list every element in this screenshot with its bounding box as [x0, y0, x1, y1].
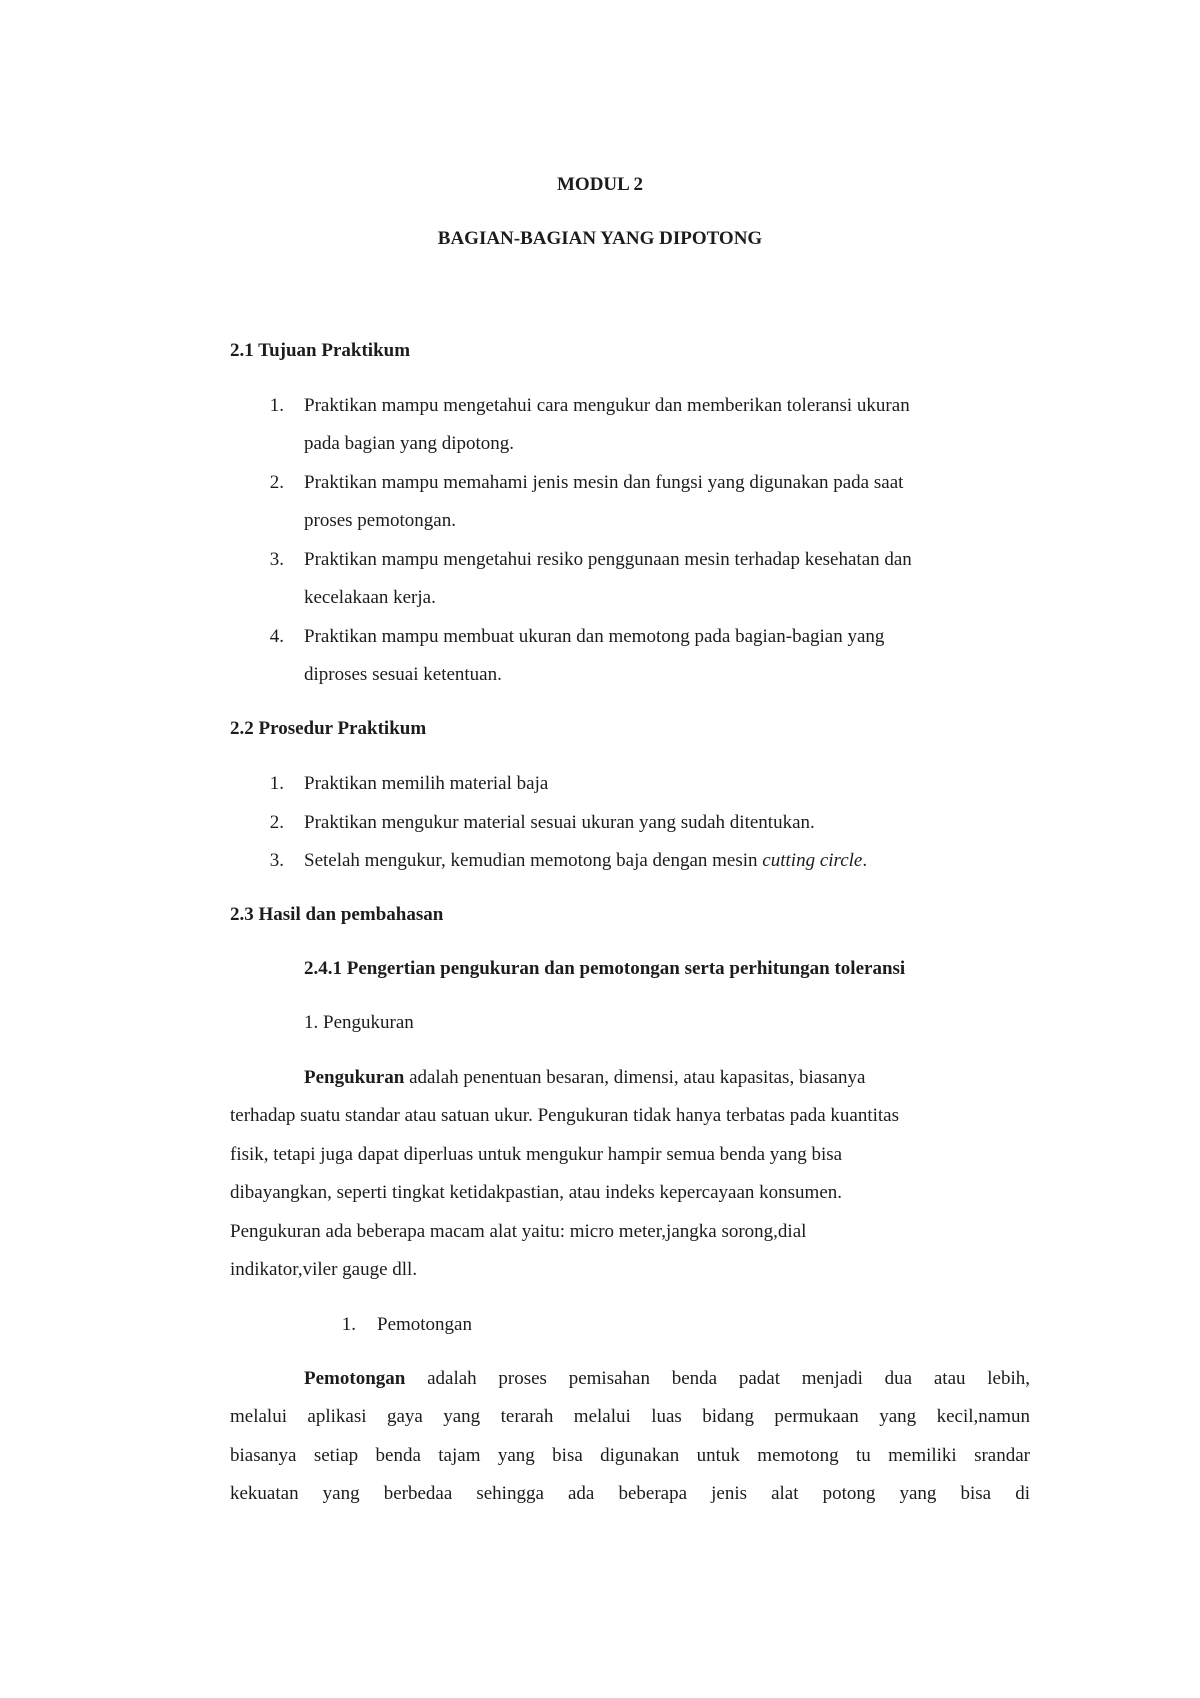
paragraph-line: terhadap suatu standar atau satuan ukur. Pengukuran tidak hanya terbatas pada kuantitas	[230, 1105, 899, 1126]
list-item-text: Praktikan mengukur material sesuai ukuran yang sudah ditentukan.	[304, 812, 815, 833]
section-heading-tujuan: 2.1 Tujuan Praktikum	[230, 340, 411, 361]
list-item-text: Praktikan mampu membuat ukuran dan memotong pada bagian-bagian yang	[304, 626, 885, 647]
paragraph-line: melalui aplikasi gaya yang terarah melalui luas bidang permukaan yang kecil,namun	[230, 1406, 1030, 1427]
list-number: 1.	[269, 395, 284, 416]
paragraph-line: kekuatan yang berbedaa sehingga ada beberapa jenis alat potong yang bisa di	[230, 1483, 1030, 1504]
paragraph-line	[304, 1066, 865, 1090]
page-subtitle: BAGIAN-BAGIAN YANG DIPOTONG	[437, 228, 763, 249]
paragraph-line: fisik, tetapi juga dapat diperluas untuk mengukur hampir semua benda yang bisa	[230, 1144, 843, 1165]
paragraph-line: indikator,viler gauge dll.	[230, 1259, 418, 1280]
list-number: 1.	[341, 1314, 356, 1335]
pemotongan-label: Pemotongan	[377, 1314, 472, 1335]
list-item-text: Praktikan mampu memahami jenis mesin dan fungsi yang digunakan pada saat	[304, 472, 904, 493]
list-item-text: Praktikan mampu mengetahui resiko penggunaan mesin terhadap kesehatan dan	[304, 549, 912, 570]
section-heading-hasil: 2.3 Hasil dan pembahasan	[230, 904, 444, 925]
list-number: 3.	[269, 850, 284, 871]
list-item-text: Praktikan mampu mengetahui cara mengukur dan memberikan toleransi ukuran	[304, 395, 910, 416]
paragraph-line	[304, 1367, 1030, 1391]
list-item-text: pada bagian yang dipotong.	[304, 433, 515, 454]
paragraph-text: adalah penentuan besaran, dimensi, atau kapasitas, biasanya	[404, 1067, 866, 1088]
list-number: 3.	[269, 549, 284, 570]
page-title: MODUL 2	[556, 174, 644, 195]
list-number: 4.	[269, 626, 284, 647]
list-item-text: proses pemotongan.	[304, 510, 456, 531]
paragraph-line: biasanya setiap benda tajam yang bisa digunakan untuk memotong tu memiliki srandar	[230, 1445, 1030, 1466]
list-item-text: kecelakaan kerja.	[304, 587, 436, 608]
paragraph-line: dibayangkan, seperti tingkat ketidakpastian, atau indeks kepercayaan konsumen.	[230, 1182, 843, 1203]
list-item-text	[304, 849, 867, 873]
list-item-text: diproses sesuai ketentuan.	[304, 664, 502, 685]
list-number: 2.	[269, 472, 284, 493]
paragraph-text: adalah proses pemisahan benda padat menjadi dua atau lebih,	[405, 1368, 1030, 1389]
paragraph-line: Pengukuran ada beberapa macam alat yaitu: micro meter,jangka sorong,dial	[230, 1221, 807, 1242]
list-item-text: Praktikan memilih material baja	[304, 773, 549, 794]
bold-term: Pemotongan	[304, 1368, 406, 1389]
list-item-italic: cutting circle	[762, 850, 863, 871]
section-heading-prosedur: 2.2 Prosedur Praktikum	[230, 718, 427, 739]
list-number: 1.	[269, 773, 284, 794]
list-number: 2.	[269, 812, 284, 833]
bold-term: Pengukuran	[304, 1067, 405, 1088]
pengukuran-label: 1. Pengukuran	[304, 1012, 414, 1033]
subsection-heading: 2.4.1 Pengertian pengukuran dan pemotongan serta perhitungan toleransi	[304, 958, 906, 979]
list-item-text-part: Setelah mengukur, kemudian memotong baja dengan mesin	[304, 850, 763, 871]
list-item-text-part: .	[862, 850, 868, 871]
